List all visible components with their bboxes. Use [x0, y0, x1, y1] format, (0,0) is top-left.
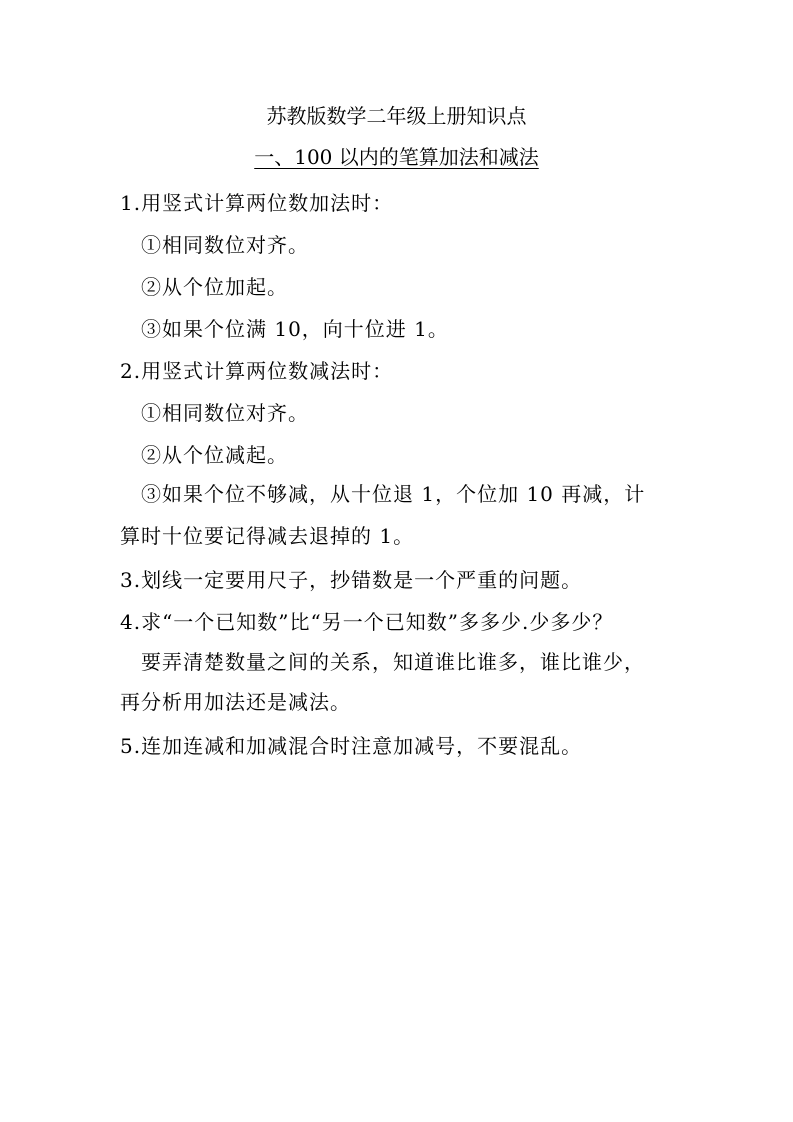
- point-5: 5.连加连减和加减混合时注意加减号，不要混乱。: [120, 734, 583, 758]
- point-2-heading: 2.用竖式计算两位数减法时：: [120, 359, 394, 383]
- point-4-heading: 4.求“一个已知数”比“另一个已知数”多多少.少多少？: [120, 610, 614, 634]
- point-2-step-1: ①相同数位对齐。: [141, 401, 309, 425]
- point-3: 3.划线一定要用尺子，抄错数是一个严重的问题。: [120, 568, 583, 592]
- point-1-heading: 1.用竖式计算两位数加法时：: [120, 191, 394, 215]
- point-1-step-2: ②从个位加起。: [141, 275, 288, 299]
- point-4-detail-continued: 再分析用加法还是减法。: [120, 690, 351, 714]
- document-title: 苏教版数学二年级上册知识点: [266, 104, 527, 128]
- section-heading-text: 一、100 以内的笔算加法和减法: [254, 145, 539, 169]
- point-2-step-3-continued: 算时十位要记得减去退掉的 1。: [120, 524, 415, 548]
- point-2-step-3: ③如果个位不够减，从十位退 1，个位加 10 再减，计: [141, 482, 646, 506]
- point-1-step-1: ①相同数位对齐。: [141, 233, 309, 257]
- point-1-step-3: ③如果个位满 10，向十位进 1。: [141, 317, 449, 341]
- point-4-detail: 要弄清楚数量之间的关系，知道谁比谁多，谁比谁少，: [141, 650, 645, 674]
- point-2-step-2: ②从个位减起。: [141, 443, 288, 467]
- section-heading: [0, 145, 793, 169]
